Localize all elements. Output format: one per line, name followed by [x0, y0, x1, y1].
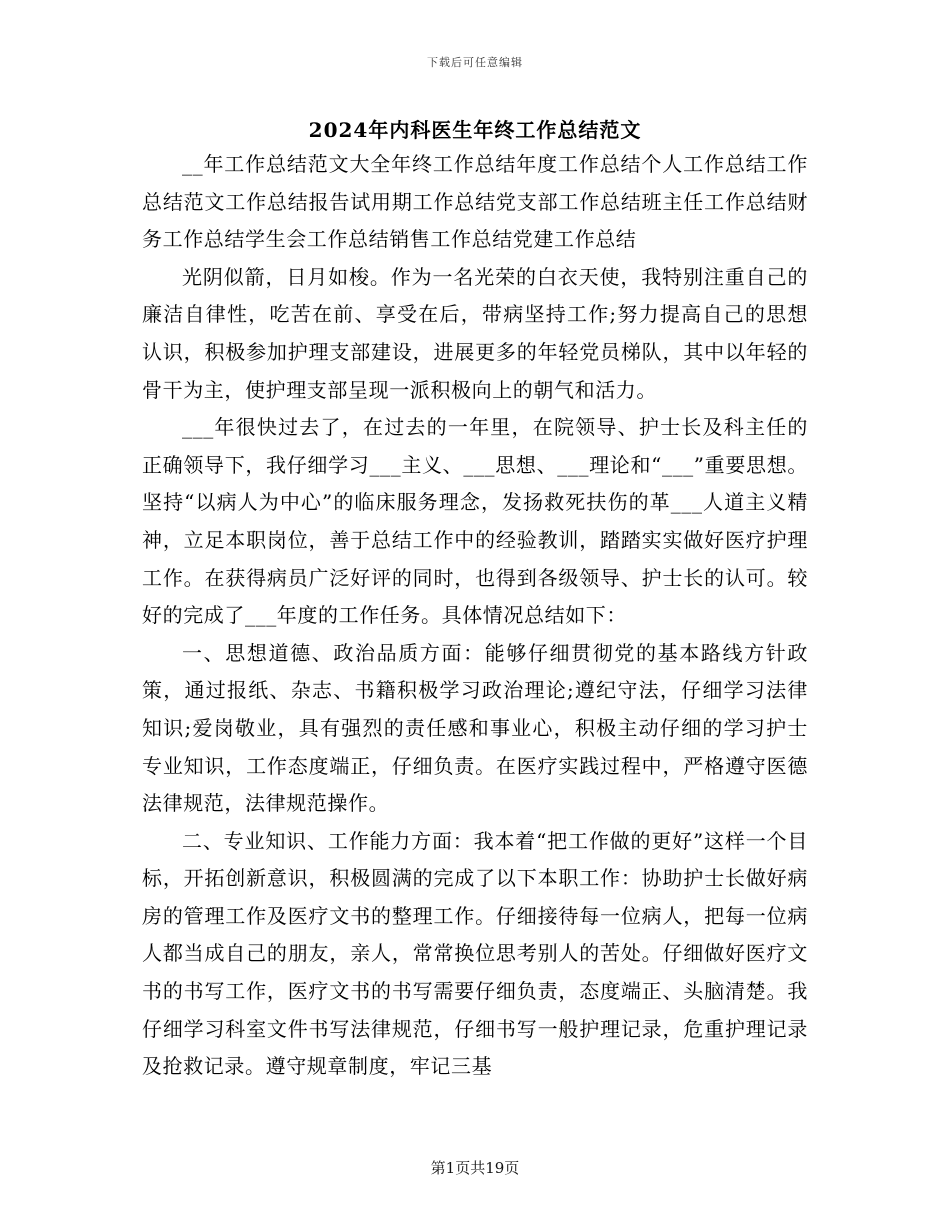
page-number: 第1页共19页 — [430, 1159, 520, 1177]
paragraph-intro: 光阴似箭，日月如梭。作为一名光荣的白衣天使，我特别注重自己的廉洁自律性，吃苦在前、享受在后，带病坚持工作;努力提高自己的思想认识，积极参加护理支部建设，进展更多的年轻党员梯队，其中以年轻的骨干为主，使护理支部呈现一派积极向上的朝气和活力。 — [142, 264, 808, 402]
document-body — [142, 146, 808, 1086]
paragraph-section-1: 一、思想道德、政治品质方面：能够仔细贯彻党的基本路线方针政策，通过报纸、杂志、书籍积极学习政治理论;遵纪守法，仔细学习法律知识;爱岗敬业，具有强烈的责任感和事业心，积极主动仔细的学习护士专业知识，工作态度端正，仔细负责。在医疗实践过程中，严格遵守医德法律规范，法律规范操作。 — [142, 640, 809, 816]
paragraph-keywords: __年工作总结范文大全年终工作总结年度工作总结个人工作总结工作总结范文工作总结报告试用期工作总结党支部工作总结班主任工作总结财务工作总结学生会工作总结销售工作总结党建工作总结 — [142, 152, 808, 252]
paragraph-overview: ___年很快过去了，在过去的一年里，在院领导、护士长及科主任的正确领导下，我仔细学习___主义、___思想、___理论和“___”重要思想。坚持“以病人为中心”的临床服务理念，发扬救死扶伤的革___人道主义精神，立足本职岗位，善于总结工作中的经验教训，踏踏实实做好医疗护理工作。在获得病员广泛好评的同时，也得到各级领导、护士长的认可。较好的完成了___年度的工作任务。具体情况总结如下： — [142, 415, 808, 628]
paragraph-section-2: 二、专业知识、工作能力方面：我本着“把工作做的更好”这样一个目标，开拓创新意识，积极圆满的完成了以下本职工作：协助护士长做好病房的管理工作及医疗文书的整理工作。仔细接待每一位病人，把每一位病人都当成自己的朋友，亲人，常常换位思考别人的苦处。仔细做好医疗文书的书写工作，医疗文书的书写需要仔细负责，态度端正、头脑清楚。我仔细学习科室文件书写法律规范，仔细书写一般护理记录，危重护理记录及抢救记录。遵守规章制度，牢记三基 — [142, 828, 808, 1079]
header-note: 下载后可任意编辑 — [427, 56, 523, 69]
document-title: 2024年内科医生年终工作总结范文 — [308, 118, 642, 142]
